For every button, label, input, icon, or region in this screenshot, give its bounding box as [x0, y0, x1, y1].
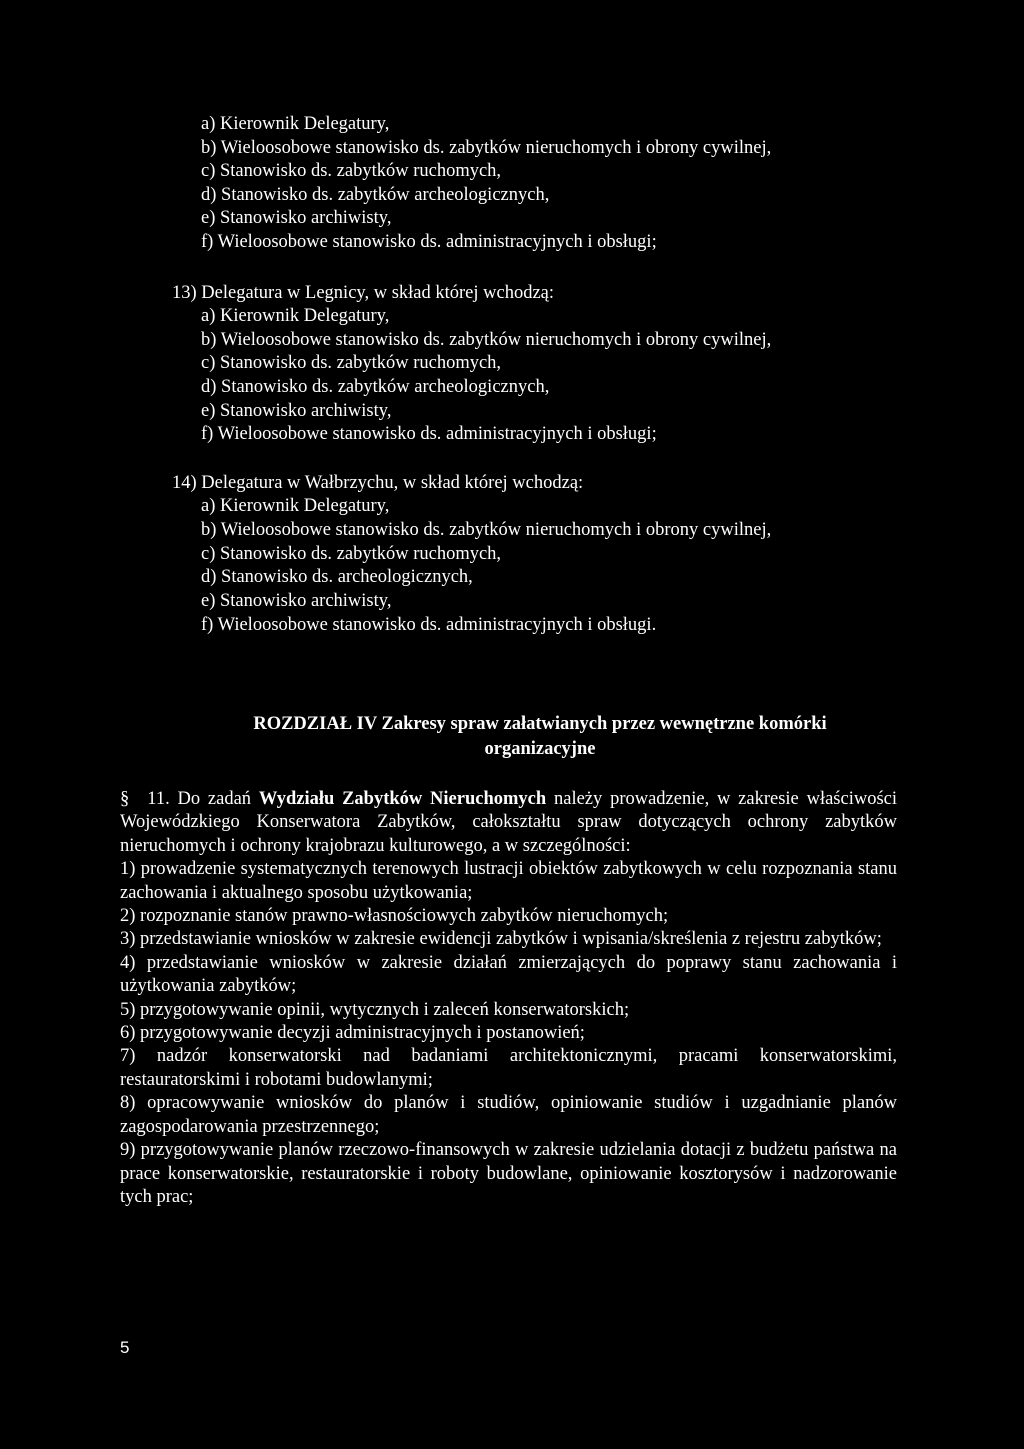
- list-item: f) Wieloosobowe stanowisko ds. administracyjnych i obsługi;: [201, 232, 657, 252]
- list-item: b) Wieloosobowe stanowisko ds. zabytków nieruchomych i obrony cywilnej,: [201, 330, 772, 350]
- list-item: d) Stanowisko ds. zabytków archeologicznych,: [201, 185, 550, 205]
- list-item: d) Stanowisko ds. zabytków archeologicznych,: [201, 377, 550, 397]
- task-item: 8) opracowywanie wniosków do planów i studiów, opiniowanie studiów i uzgadnianie planów zagospodarowania przestrzennego;: [120, 1093, 897, 1137]
- list-item: e) Stanowisko archiwisty,: [201, 208, 392, 228]
- list-item: e) Stanowisko archiwisty,: [201, 401, 392, 421]
- list-item: b) Wieloosobowe stanowisko ds. zabytków nieruchomych i obrony cywilnej,: [201, 138, 772, 158]
- task-item: 5) przygotowywanie opinii, wytycznych i zaleceń konserwatorskich;: [120, 999, 630, 1020]
- list-item: a) Kierownik Delegatury,: [201, 306, 390, 326]
- task-item: 3) przedstawianie wniosków w zakresie ewidencji zabytków i wpisania/skreślenia z rejestru zabytków;: [120, 929, 882, 950]
- section-sign: §: [120, 789, 130, 809]
- intro-text: należy prowadzenie, w zakresie właściwości Wojewódzkiego Konserwatora Zabytków, całokształtu spraw dotyczących ochrony zabytków nieruchomych i ochrony krajobrazu kulturowego, a w szczególności:: [120, 789, 897, 856]
- list-item: e) Stanowisko archiwisty,: [201, 591, 392, 611]
- task-item: 2) rozpoznanie stanów prawno-własnościowych zabytków nieruchomych;: [120, 906, 669, 927]
- task-item: 7) nadzór konserwatorski nad badaniami architektonicznymi, pracami konserwatorskimi, restauratorskimi i robotami budowlanymi;: [120, 1046, 897, 1090]
- list-item: d) Stanowisko ds. archeologicznych,: [201, 567, 473, 587]
- task-item: 1) prowadzenie systematycznych terenowych lustracji obiektów zabytkowych w celu rozpoznania stanu zachowania i aktualnego sposobu użytkowania;: [120, 859, 897, 903]
- task-item: 9) przygotowywanie planów rzeczowo-finansowych w zakresie udzielania dotacji z budżetu państwa na prace konserwatorskie, restauratorskie i roboty budowlane, opiniowanie kosztorysów i nadzorowanie tych prac;: [120, 1140, 897, 1207]
- chapter-heading-line-2: organizacyjne: [484, 739, 596, 759]
- chapter-heading-line-1: ROZDZIAŁ IV Zakresy spraw załatwianych przez wewnętrzne komórki: [253, 714, 827, 734]
- group-13-heading: 13) Delegatura w Legnicy, w skład której wchodzą:: [172, 283, 555, 303]
- page-number: 5: [120, 1338, 130, 1357]
- list-item: b) Wieloosobowe stanowisko ds. zabytków nieruchomych i obrony cywilnej,: [201, 520, 772, 540]
- department-name: Wydziału Zabytków Nieruchomych: [258, 789, 547, 809]
- group-14-heading: 14) Delegatura w Wałbrzychu, w skład której wchodzą:: [172, 473, 584, 493]
- list-item: c) Stanowisko ds. zabytków ruchomych,: [201, 161, 502, 181]
- list-item: a) Kierownik Delegatury,: [201, 496, 390, 516]
- list-item: f) Wieloosobowe stanowisko ds. administracyjnych i obsługi.: [201, 615, 657, 635]
- list-item: c) Stanowisko ds. zabytków ruchomych,: [201, 544, 502, 564]
- paragraph-11: [120, 788, 897, 1209]
- task-item: 4) przedstawianie wniosków w zakresie działań zmierzających do poprawy stanu zachowania i użytkowania zabytków;: [120, 952, 897, 997]
- list-item: a) Kierownik Delegatury,: [201, 114, 390, 134]
- intro-text: Do zadań: [169, 789, 259, 809]
- paragraph-number: 11.: [147, 789, 170, 809]
- paragraph-intro: [120, 788, 897, 858]
- task-item: 6) przygotowywanie decyzji administracyjnych i postanowień;: [120, 1023, 585, 1044]
- list-item: f) Wieloosobowe stanowisko ds. administracyjnych i obsługi;: [201, 424, 657, 444]
- list-item: c) Stanowisko ds. zabytków ruchomych,: [201, 353, 502, 373]
